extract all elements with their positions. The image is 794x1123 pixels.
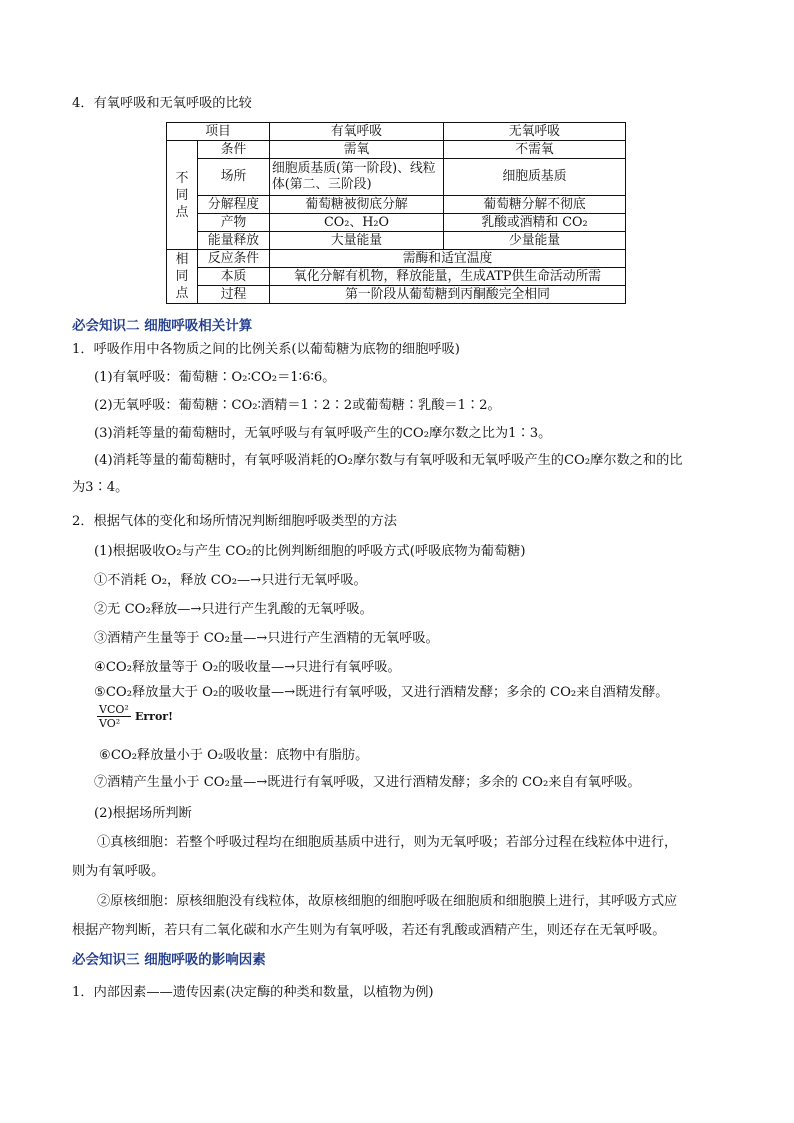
table-cell: 乳酸或酒精和 CO₂ <box>444 214 626 232</box>
table-cell: 分解程度 <box>198 196 270 214</box>
table-cell: 葡萄糖分解不彻底 <box>444 196 626 214</box>
table-cell: 需酶和适宜温度 <box>270 250 626 268</box>
k2-item: (1)有氧呼吸：葡萄糖∶O₂∶CO₂＝1∶6∶6。 <box>94 370 336 385</box>
k2-rule: ③酒精产生量等于 CO₂量—→只进行产生酒精的无氧呼吸。 <box>94 631 439 646</box>
error-text: Error! <box>135 710 173 723</box>
table-cell: 条件 <box>198 141 270 159</box>
k2-item: 为3∶4。 <box>72 480 129 495</box>
k2-rule: ⑦酒精产生量小于 CO₂量—→既进行有氧呼吸，又进行酒精发酵；多余的 CO₂来自有氧呼吸。 <box>94 775 641 790</box>
table-row <box>167 141 626 159</box>
table-header-cell: 无氧呼吸 <box>444 123 626 141</box>
fraction-numerator: VCO² <box>99 703 129 716</box>
k2-item: (4)消耗等量的葡萄糖时，有氧呼吸消耗的O₂摩尔数与有氧呼吸和无氧呼吸产生的CO₂摩尔数之和的比 <box>94 453 683 468</box>
table-cell: 葡萄糖被彻底分解 <box>270 196 444 214</box>
table-row <box>167 214 626 232</box>
k2-point-1-title: 1．呼吸作用中各物质之间的比例关系(以葡萄糖为底物的细胞呼吸) <box>72 342 460 357</box>
table-cell: 产物 <box>198 214 270 232</box>
table-row <box>167 286 626 304</box>
k2-paragraph: 则为有氧呼吸。 <box>72 864 165 879</box>
section-4-title: 4．有氧呼吸和无氧呼吸的比较 <box>72 96 252 111</box>
table-cell: 少量能量 <box>444 232 626 250</box>
table-row <box>167 250 626 268</box>
k2-item: (2)无氧呼吸：葡萄糖∶CO₂∶酒精＝1∶2∶2或葡萄糖∶乳酸＝1∶2。 <box>94 398 501 413</box>
k2-point-2-title: 2．根据气体的变化和场所情况判断细胞呼吸类型的方法 <box>72 514 397 529</box>
k2-paragraph: ②原核细胞：原核细胞没有线粒体，故原核细胞的细胞呼吸在细胞质和细胞膜上进行，其呼吸方式应 <box>97 894 678 909</box>
k2-item: (3)消耗等量的葡萄糖时，无氧呼吸与有氧呼吸产生的CO₂摩尔数之比为1∶3。 <box>94 426 552 441</box>
table-row <box>167 123 626 141</box>
table-cell: 反应条件 <box>198 250 270 268</box>
table-header-cell: 项目 <box>167 123 270 141</box>
table-cell: CO₂、H₂O <box>270 214 444 232</box>
k2-subtitle: (1)根据吸收O₂与产生 CO₂的比例判断细胞的呼吸方式(呼吸底物为葡萄糖) <box>94 544 526 559</box>
fraction-denominator: VO² <box>99 717 121 730</box>
table-row <box>167 268 626 286</box>
k3-point-1: 1．内部因素——遗传因素(决定酶的种类和数量，以植物为例) <box>72 985 434 1000</box>
table-cell: 氧化分解有机物，释放能量，生成ATP供生命活动所需 <box>270 268 626 286</box>
k2-rule: ⑤CO₂释放量大于 O₂的吸收量—→既进行有氧呼吸，又进行酒精发酵；多余的 CO₂来自酒精发酵。 <box>94 685 669 700</box>
table-cell: 本质 <box>198 268 270 286</box>
table-row <box>167 196 626 214</box>
table-cell: 大量能量 <box>270 232 444 250</box>
table-cell: 细胞质基质 <box>444 159 626 196</box>
table-row <box>167 159 626 196</box>
k2-rule: ⑥CO₂释放量小于 O₂吸收量：底物中有脂肪。 <box>99 748 369 763</box>
table-cell: 过程 <box>198 286 270 304</box>
group-label-different: 不同点 <box>167 141 198 250</box>
knowledge-3-heading: 必会知识三 细胞呼吸的影响因素 <box>72 952 266 968</box>
k2-rule: ①不消耗 O₂，释放 CO₂—→只进行无氧呼吸。 <box>94 573 367 588</box>
knowledge-2-heading: 必会知识二 细胞呼吸相关计算 <box>72 318 253 334</box>
table-cell: 第一阶段从葡萄糖到丙酮酸完全相同 <box>270 286 626 304</box>
comparison-table <box>166 122 626 304</box>
table-cell: 需氧 <box>270 141 444 159</box>
k2-paragraph: ①真核细胞：若整个呼吸过程均在细胞质基质中进行，则为无氧呼吸；若部分过程在线粒体中进行， <box>97 835 678 850</box>
table-header-cell: 有氧呼吸 <box>270 123 444 141</box>
table-cell: 细胞质基质(第一阶段)、线粒体(第二、三阶段) <box>270 159 444 196</box>
k2-paragraph: 根据产物判断，若只有二氧化碳和水产生则为有氧呼吸，若还有乳酸或酒精产生，则还存在无氧呼吸。 <box>72 923 666 938</box>
table-row <box>167 232 626 250</box>
volume-ratio-fraction <box>97 703 131 730</box>
table-cell: 场所 <box>198 159 270 196</box>
table-cell: 能量释放 <box>198 232 270 250</box>
table-cell: 不需氧 <box>444 141 626 159</box>
group-label-same: 相同点 <box>167 250 198 304</box>
k2-rule: ④CO₂释放量等于 O₂的吸收量—→只进行有氧呼吸。 <box>94 660 401 675</box>
k2-rule: ②无 CO₂释放—→只进行产生乳酸的无氧呼吸。 <box>94 602 373 617</box>
k2-subtitle: (2)根据场所判断 <box>94 806 192 821</box>
